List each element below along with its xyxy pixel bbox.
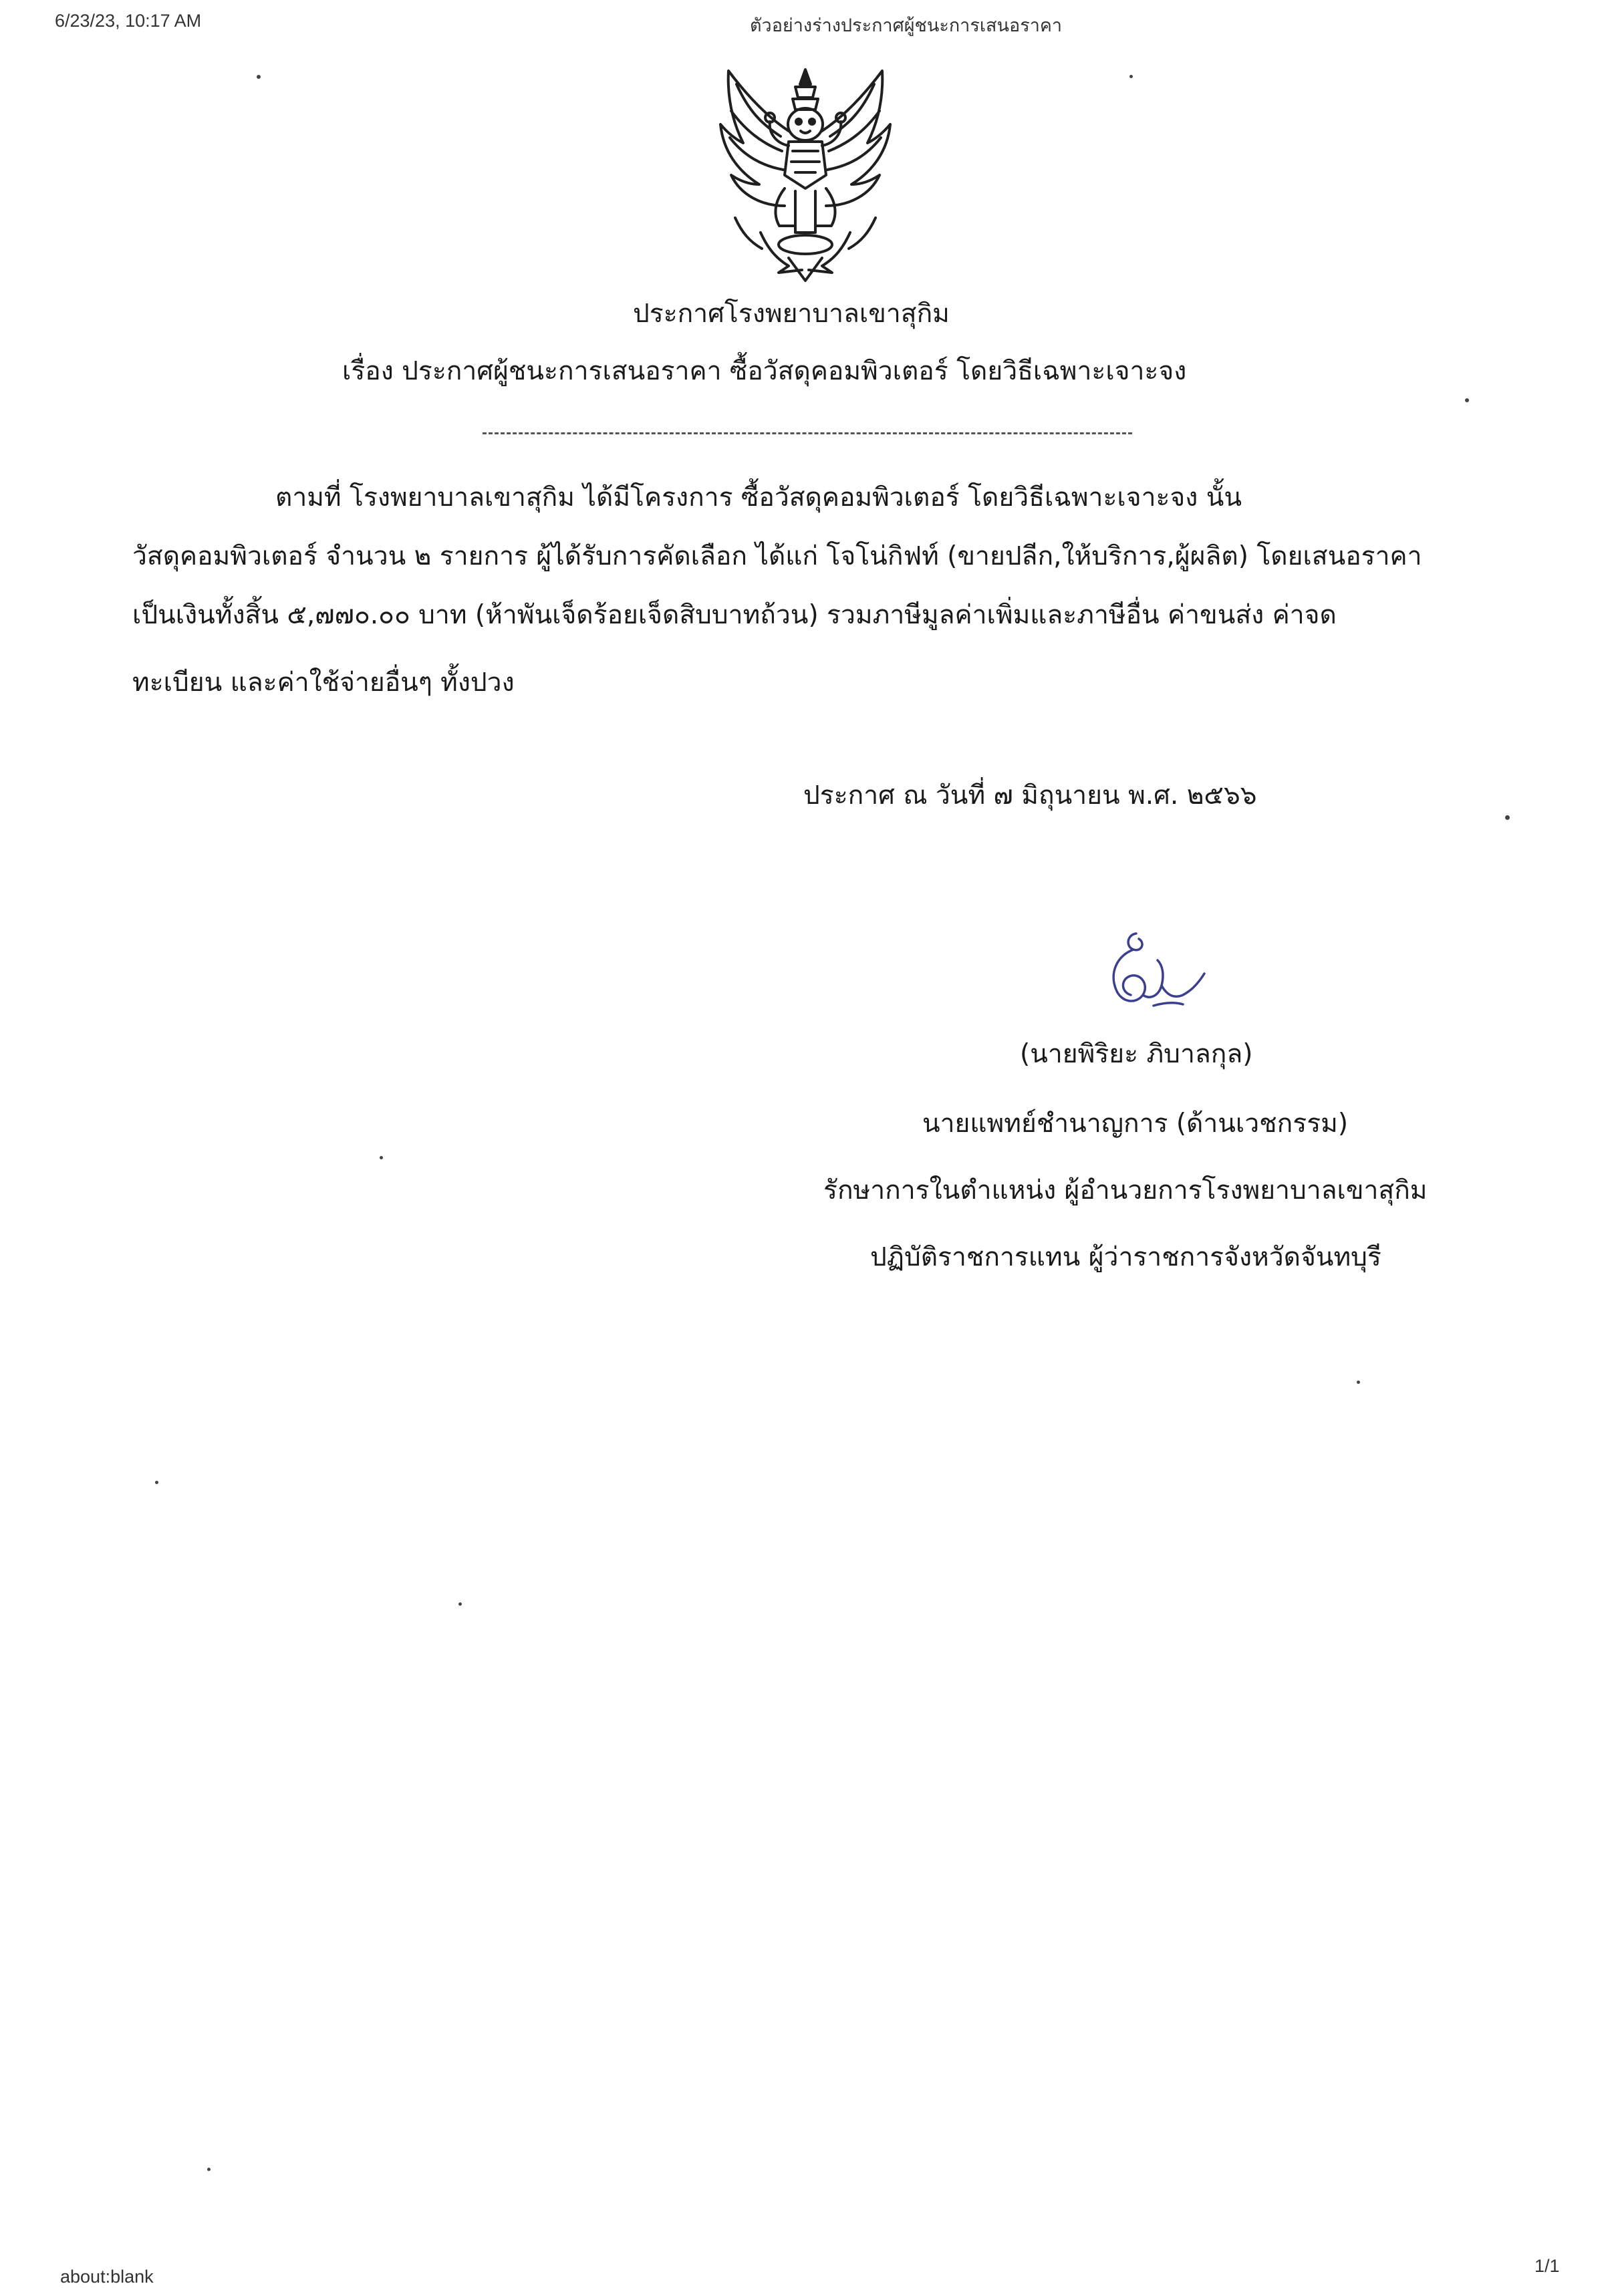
handwritten-signature-icon <box>1089 925 1210 1019</box>
document-title: ประกาศโรงพยาบาลเขาสุกิม <box>633 299 950 329</box>
print-page-title: ตัวอย่างร่างประกาศผู้ชนะการเสนอราคา <box>750 15 1063 35</box>
signatory-acting-role: รักษาการในตำแหน่ง ผู้อำนวยการโรงพยาบาลเขาสุกิม <box>823 1175 1428 1205</box>
scan-speck <box>257 75 261 79</box>
scan-speck <box>155 1481 158 1484</box>
scan-speck <box>1129 75 1133 78</box>
signatory-name: (นายพิริยะ ภิบาลกุล) <box>1020 1039 1253 1069</box>
section-divider <box>483 432 1132 434</box>
document-subject: เรื่อง ประกาศผู้ชนะการเสนอราคา ซื้อวัสดุคอมพิวเตอร์ โดยวิธีเฉพาะเจาะจง <box>342 356 1187 386</box>
print-datetime: 6/23/23, 10:17 AM <box>55 11 202 31</box>
print-url: about:blank <box>60 2267 154 2287</box>
print-page-number: 1/1 <box>1534 2256 1560 2276</box>
body-line: ตามที่ โรงพยาบาลเขาสุกิม ได้มีโครงการ ซื้อวัสดุคอมพิวเตอร์ โดยวิธีเฉพาะเจาะจง นั้น <box>275 482 1242 513</box>
scan-speck <box>380 1156 383 1159</box>
scan-speck <box>207 2168 211 2171</box>
scan-speck <box>458 1602 462 1606</box>
garuda-emblem-icon <box>695 57 916 285</box>
scan-speck <box>1505 815 1510 820</box>
signatory-position: นายแพทย์ชำนาญการ (ด้านเวชกรรม) <box>922 1109 1349 1139</box>
signatory-on-behalf: ปฏิบัติราชการแทน ผู้ว่าราชการจังหวัดจันทบุรี <box>870 1242 1381 1272</box>
body-line: ทะเบียน และค่าใช้จ่ายอื่นๆ ทั้งปวง <box>132 668 515 698</box>
scan-speck <box>1357 1381 1360 1384</box>
body-line: เป็นเงินทั้งสิ้น ๕,๗๗๐.๐๐ บาท (ห้าพันเจ็ดร้อยเจ็ดสิบบาทถ้วน) รวมภาษีมูลค่าเพิ่มและภาษีอื่น ค่าขนส่ง ค่าจด <box>132 600 1337 630</box>
scan-speck <box>1465 398 1469 402</box>
announcement-date: ประกาศ ณ วันที่ ๗ มิถุนายน พ.ศ. ๒๕๖๖ <box>803 780 1257 811</box>
body-line: วัสดุคอมพิวเตอร์ จำนวน ๒ รายการ ผู้ได้รับการคัดเลือก ได้แก่ โจโน่กิฟท์ (ขายปลีก,ให้บริการ,ผู้ผลิต) โดยเสนอราคา <box>132 541 1422 571</box>
